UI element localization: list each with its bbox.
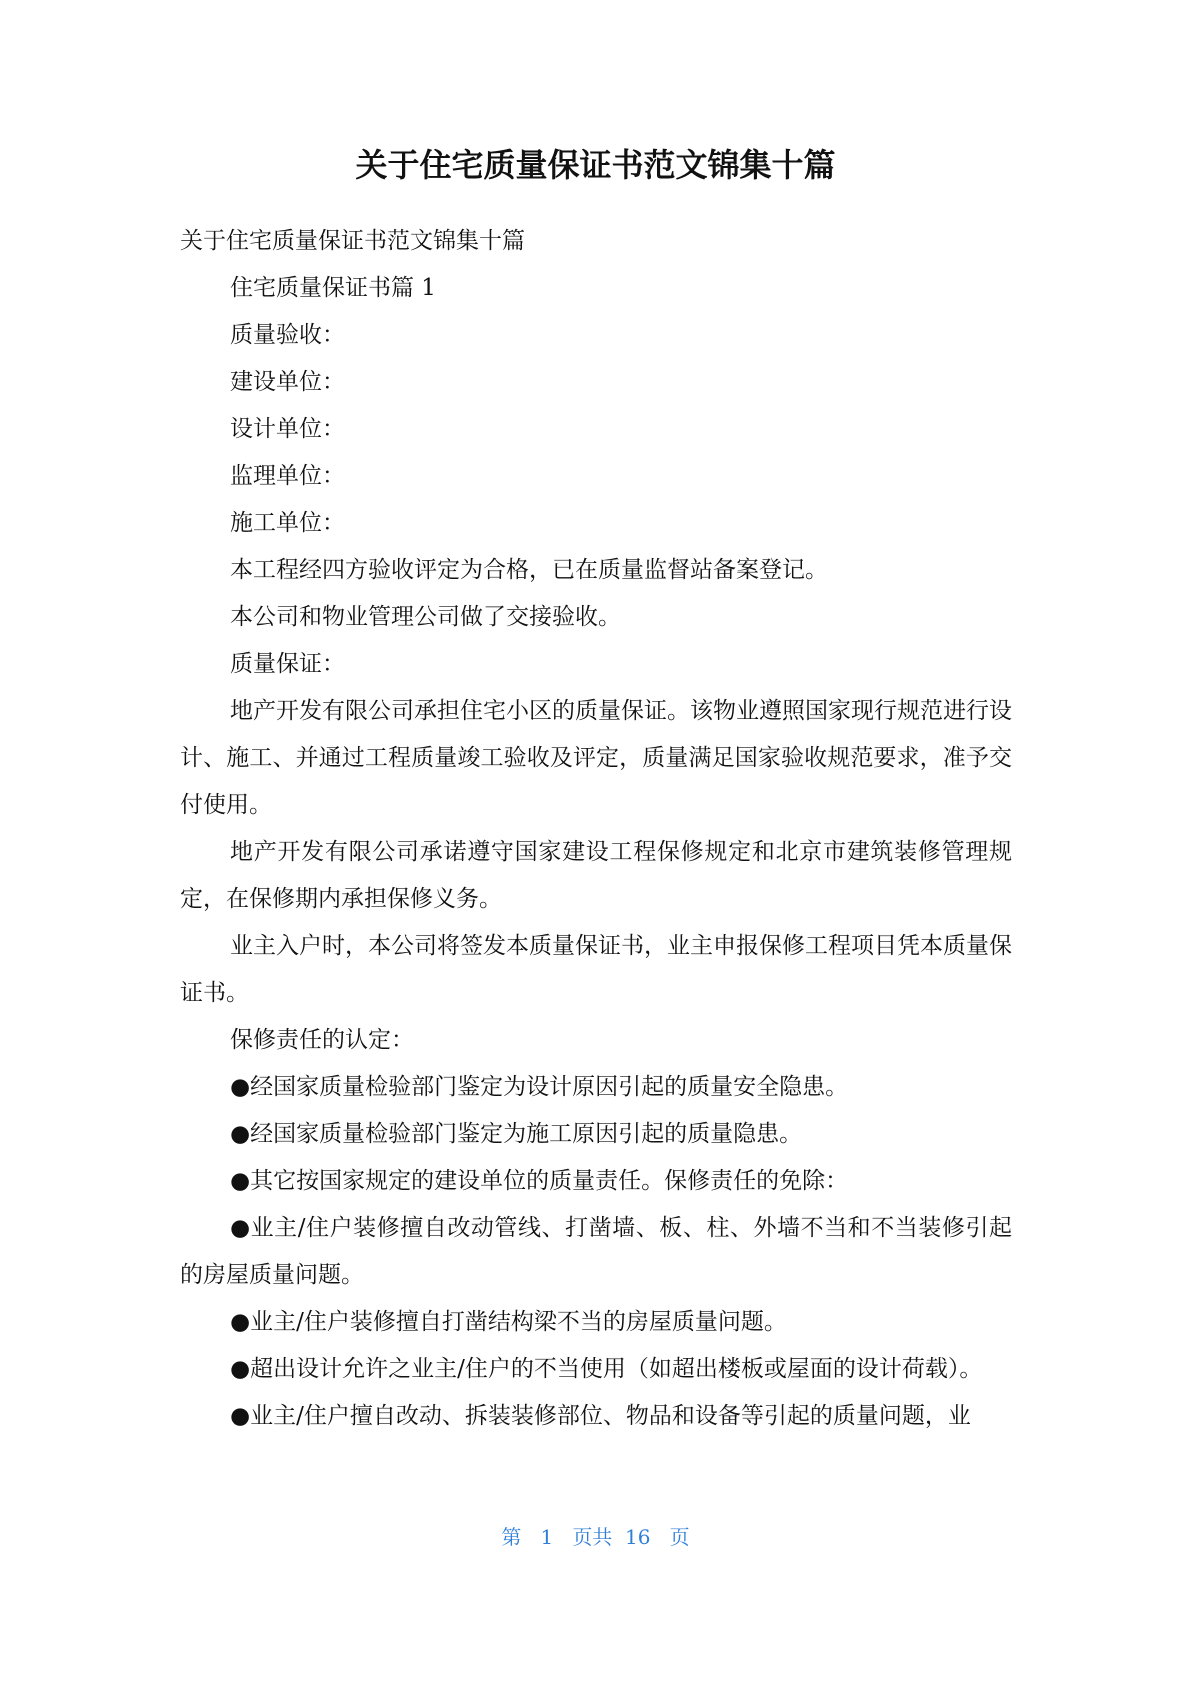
paragraph: 地产开发有限公司承诺遵守国家建设工程保修规定和北京市建筑装修管理规定，在保修期内承担保修义务。 bbox=[180, 839, 1012, 912]
paragraph: 施工单位： bbox=[230, 510, 345, 536]
paragraph: 关于住宅质量保证书范文锦集十篇 bbox=[180, 228, 525, 254]
paragraph: 设计单位： bbox=[230, 416, 345, 442]
bullet-item: ●业主/住户装修擅自打凿结构梁不当的房屋质量问题。 bbox=[230, 1309, 787, 1335]
bullet-item: ●经国家质量检验部门鉴定为施工原因引起的质量隐患。 bbox=[230, 1121, 803, 1147]
document-body bbox=[180, 218, 1012, 1440]
bullet-item: ●超出设计允许之业主/住户的不当使用（如超出楼板或屋面的设计荷载）。 bbox=[230, 1356, 983, 1382]
footer-total-pages: 16 bbox=[625, 1525, 651, 1549]
page-title: 关于住宅质量保证书范文锦集十篇 bbox=[355, 146, 836, 184]
bullet-item: ●经国家质量检验部门鉴定为设计原因引起的质量安全隐患。 bbox=[230, 1074, 849, 1100]
footer-suffix: 页 bbox=[669, 1525, 690, 1549]
footer-prefix: 第 bbox=[501, 1525, 522, 1549]
paragraph: 质量验收： bbox=[230, 322, 345, 348]
bullet-item: ●业主/住户装修擅自改动管线、打凿墙、板、柱、外墙不当和不当装修引起的房屋质量问题。 bbox=[180, 1215, 1012, 1288]
paragraph: 质量保证： bbox=[230, 651, 345, 677]
paragraph: 本公司和物业管理公司做了交接验收。 bbox=[230, 604, 621, 630]
section-heading: 住宅质量保证书篇 1 bbox=[230, 275, 436, 301]
bullet-item: ●其它按国家规定的建设单位的质量责任。保修责任的免除： bbox=[230, 1168, 849, 1194]
paragraph: 监理单位： bbox=[230, 463, 345, 489]
paragraph: 保修责任的认定： bbox=[230, 1027, 414, 1053]
footer-current-page: 1 bbox=[540, 1525, 554, 1549]
paragraph: 建设单位： bbox=[230, 369, 345, 395]
paragraph: 本工程经四方验收评定为合格，已在质量监督站备案登记。 bbox=[230, 557, 828, 583]
bullet-item: ●业主/住户擅自改动、拆装装修部位、物品和设备等引起的质量问题，业 bbox=[230, 1403, 971, 1429]
paragraph: 业主入户时，本公司将签发本质量保证书，业主申报保修工程项目凭本质量保证书。 bbox=[180, 933, 1012, 1006]
page-footer bbox=[0, 1522, 1191, 1552]
footer-middle: 页共 bbox=[572, 1525, 613, 1549]
paragraph: 地产开发有限公司承担住宅小区的质量保证。该物业遵照国家现行规范进行设计、施工、并通过工程质量竣工验收及评定，质量满足国家验收规范要求，准予交付使用。 bbox=[180, 698, 1012, 818]
